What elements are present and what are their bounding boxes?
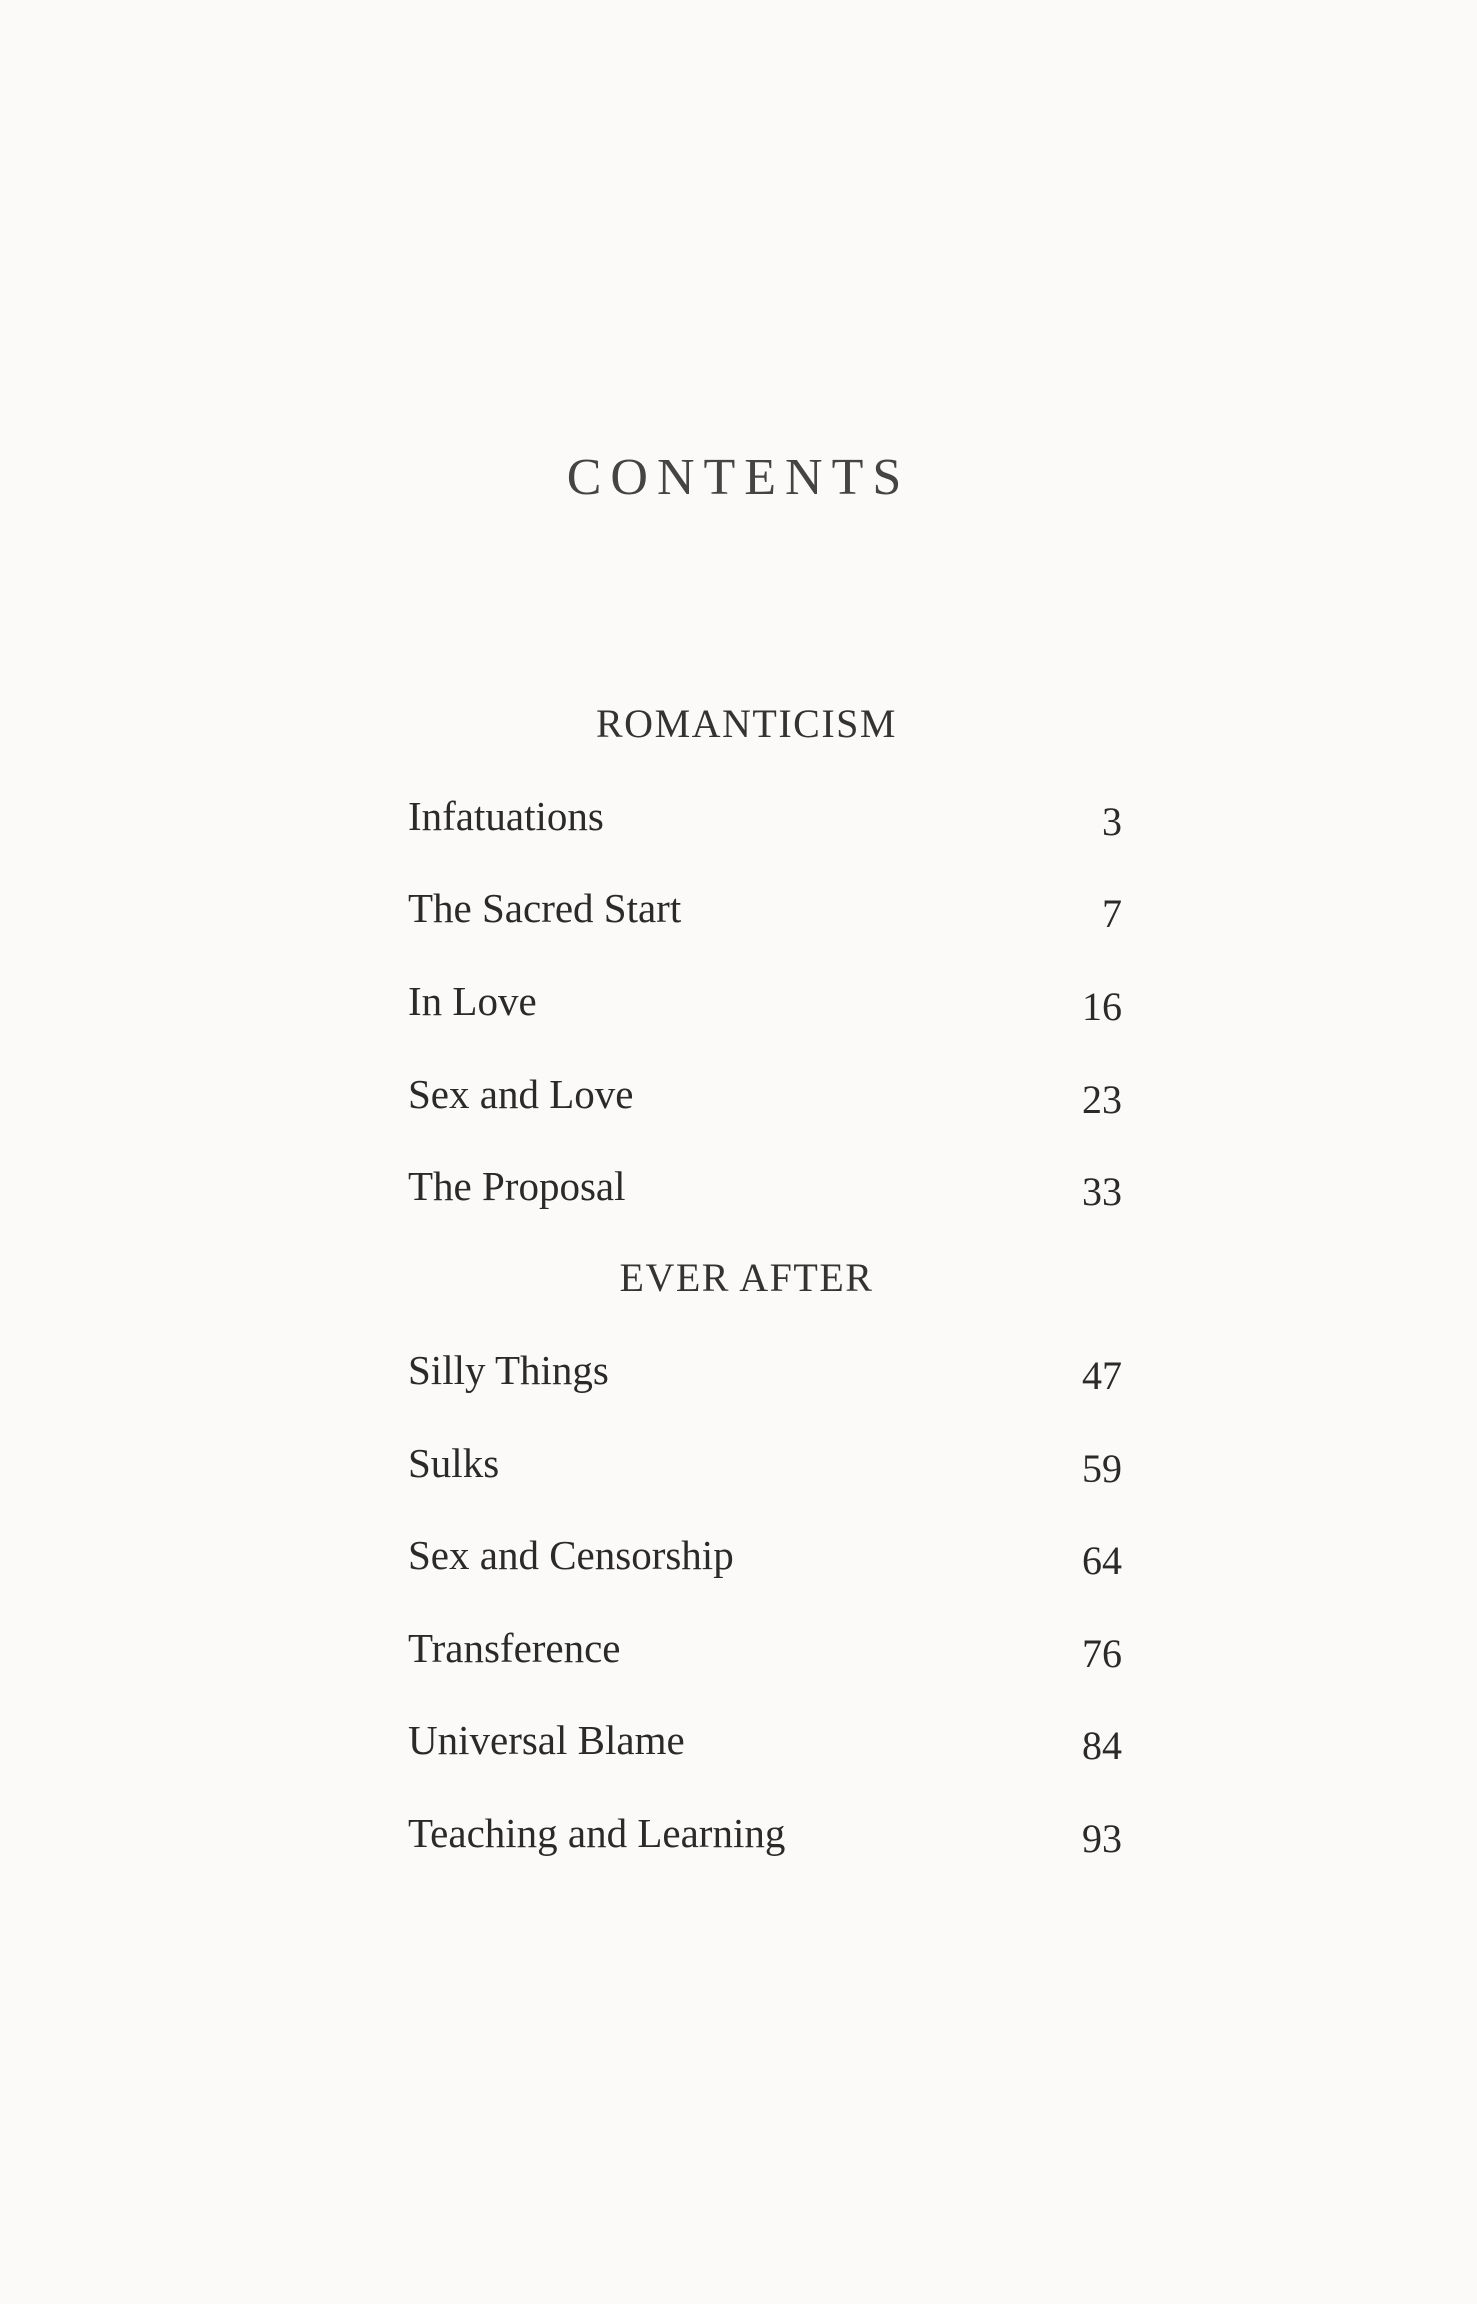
toc-entry-page: 64 [1082,1538,1122,1583]
toc-entry-page: 84 [1082,1723,1122,1768]
toc-entry-title: Sex and Love [408,1071,634,1117]
toc-entry-page: 16 [1082,984,1122,1029]
section-heading-ever-after: EVER AFTER [619,1255,874,1300]
toc-entry-title: Universal Blame [408,1717,685,1763]
toc-entry-title: Sulks [408,1440,500,1486]
section-heading-romanticism: ROMANTICISM [596,701,897,746]
toc-entry[interactable] [408,1070,1122,1130]
toc-entry-title: The Proposal [408,1163,626,1209]
toc-entry-title: In Love [408,978,537,1024]
toc-entry[interactable] [408,1439,1122,1499]
toc-entry-title: Silly Things [408,1347,609,1393]
toc-entry-page: 7 [1102,891,1122,936]
toc-entry[interactable] [408,1531,1122,1591]
toc-entry[interactable] [408,1346,1122,1406]
toc-entry[interactable] [408,1716,1122,1776]
toc-entry-page: 59 [1082,1446,1122,1491]
toc-entry[interactable] [408,884,1122,944]
toc-entry-page: 3 [1102,799,1122,844]
toc-entry-title: Infatuations [408,793,604,839]
toc-entry-title: Transference [408,1625,621,1671]
page-title: CONTENTS [566,449,911,506]
toc-entry[interactable] [408,1162,1122,1222]
toc-entry[interactable] [408,792,1122,852]
toc-entry[interactable] [408,1809,1122,1869]
toc-entry-title: The Sacred Start [408,885,682,931]
toc-entry-page: 47 [1082,1353,1122,1398]
toc-entry[interactable] [408,1624,1122,1684]
toc-entry-page: 76 [1082,1631,1122,1676]
toc-entry-page: 33 [1082,1169,1122,1214]
toc-entry[interactable] [408,977,1122,1037]
toc-entry-title: Teaching and Learning [408,1810,786,1856]
toc-entry-page: 93 [1082,1816,1122,1861]
toc-entry-title: Sex and Censorship [408,1532,734,1578]
toc-entry-page: 23 [1082,1077,1122,1122]
